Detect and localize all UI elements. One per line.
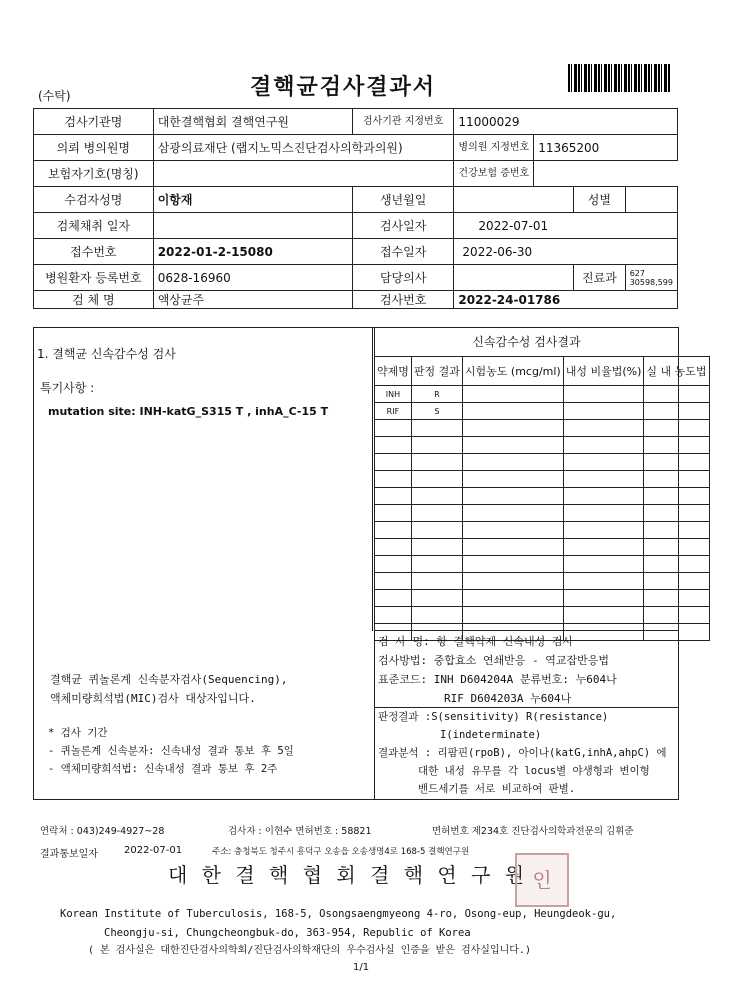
- results-cell: [411, 488, 462, 505]
- results-row: [375, 590, 710, 607]
- results-cell: [644, 539, 709, 556]
- results-header-cell: 실 내 농도법: [644, 357, 709, 386]
- contact-phone: 연락처 : 043)249-4927~28: [40, 826, 165, 837]
- results-cell: [563, 437, 644, 454]
- results-cell: [462, 573, 563, 590]
- address-en-line-2: Cheongju-si, Chungcheongbuk-do, 363-954, Republic of Korea: [104, 927, 471, 939]
- results-cell: [411, 590, 462, 607]
- client-code-label: 병의원 지정번호: [454, 135, 534, 161]
- remarks-label: 특기사항 :: [40, 381, 95, 395]
- results-cell: [411, 505, 462, 522]
- results-cell: [462, 403, 563, 420]
- results-cell: [462, 505, 563, 522]
- results-cell: [644, 386, 709, 403]
- results-cell: [563, 573, 644, 590]
- insurance-value: [153, 161, 454, 187]
- results-row: [375, 556, 710, 573]
- results-cell: [644, 607, 709, 624]
- specimen-value: 액상균주: [153, 291, 352, 309]
- client-label: 의뢰 병의원명: [34, 135, 154, 161]
- results-row: [375, 505, 710, 522]
- results-cell: [462, 437, 563, 454]
- results-row: [375, 488, 710, 505]
- official-seal: 인: [515, 853, 569, 907]
- dept-value-1: 627: [629, 268, 645, 278]
- results-cell: [375, 607, 412, 624]
- results-cell: S: [411, 403, 462, 420]
- results-cell: [462, 590, 563, 607]
- method-text: [378, 632, 617, 708]
- results-cell: [411, 437, 462, 454]
- method-line-4: RIF D604203A 누604나: [444, 692, 572, 705]
- results-cell: [644, 403, 709, 420]
- specimen-label: 검 체 명: [34, 291, 154, 309]
- results-cell: [375, 471, 412, 488]
- results-cell: [411, 420, 462, 437]
- receive-label: 접수일자: [352, 239, 454, 265]
- results-cell: [375, 539, 412, 556]
- sex-value: [625, 187, 677, 213]
- results-cell: [375, 556, 412, 573]
- page-title: 결핵균검사결과서: [250, 75, 437, 100]
- results-cell: [411, 573, 462, 590]
- results-cell: [644, 505, 709, 522]
- certification-note: ( 본 검사실은 대한진단검사의학회/진단검사의학재단의 우수검사실 인증을 받은 검사실입니다.): [88, 945, 531, 956]
- judgement-text: [378, 708, 667, 798]
- note-line-2: 액체미량희석법(MIC)검사 대상자입니다.: [50, 692, 256, 705]
- results-cell: [375, 420, 412, 437]
- lab-value: 대한결핵협회 결핵연구원: [153, 109, 352, 135]
- results-cell: [563, 471, 644, 488]
- results-cell: [375, 573, 412, 590]
- results-cell: [563, 454, 644, 471]
- patient-value: 이항재: [153, 187, 352, 213]
- examiner: 검사자 : 이현수 면허번호 : 58821: [228, 826, 372, 837]
- results-cell: [411, 522, 462, 539]
- results-cell: [462, 539, 563, 556]
- method-line-1: 검 사 명: 항 결핵약제 신속내성 검사: [378, 635, 574, 648]
- results-cell: [644, 454, 709, 471]
- receipt-mark: (수탁): [38, 89, 71, 103]
- results-cell: [644, 437, 709, 454]
- results-cell: [563, 403, 644, 420]
- accession-value: 2022-01-2-15080: [153, 239, 352, 265]
- client-code-value: 11365200: [534, 135, 678, 161]
- mutation-site: mutation site: INH-katG_S315 T , inhA_C-15 T: [48, 405, 329, 418]
- results-cell: [375, 522, 412, 539]
- results-header-cell: 내성 비율법(%): [563, 357, 644, 386]
- results-cell: [462, 607, 563, 624]
- hospital-reg-value: 0628-16960: [153, 265, 352, 291]
- period-line-1: - 퀴놀론계 신속분자: 신속내성 결과 통보 후 5일: [48, 745, 294, 757]
- results-header-cell: 시험농도 (mcg/ml): [462, 357, 563, 386]
- results-header-row: [375, 357, 710, 386]
- patient-info-table: [33, 108, 678, 309]
- results-cell: [563, 590, 644, 607]
- results-cell: [462, 488, 563, 505]
- results-row: [375, 539, 710, 556]
- results-title: 신속감수성 검사결과: [374, 327, 679, 357]
- insurance-label: 보험자기호(명칭): [34, 161, 154, 187]
- results-row: [375, 454, 710, 471]
- note-line-1: 결핵균 퀴놀론계 신속분자검사(Sequencing),: [50, 673, 288, 686]
- results-table: [374, 356, 710, 641]
- lab-code-value: 11000029: [454, 109, 678, 135]
- lab-code-label: 검사기관 지정번호: [352, 109, 454, 135]
- patient-label: 수검자성명: [34, 187, 154, 213]
- test-no-label: 검사번호: [352, 291, 454, 309]
- accession-label: 접수번호: [34, 239, 154, 265]
- test-date-label: 검사일자: [352, 213, 454, 239]
- results-cell: [563, 386, 644, 403]
- results-cell: [563, 556, 644, 573]
- results-cell: [644, 488, 709, 505]
- method-line-2: 검사방법: 중합효소 연쇄반응 - 역교잡반응법: [378, 654, 610, 667]
- method-line-7: 결과분석 : 리팜핀(rpoB), 아이나(katG,inhA,ahpC) 에: [378, 747, 667, 759]
- results-cell: [411, 556, 462, 573]
- method-line-6: I(indeterminate): [440, 729, 542, 741]
- results-cell: [644, 420, 709, 437]
- results-cell: R: [411, 386, 462, 403]
- hospital-reg-label: 병원환자 등록번호: [34, 265, 154, 291]
- results-row: [375, 573, 710, 590]
- method-line-5: 판정결과 :S(sensitivity) R(resistance): [378, 711, 609, 723]
- org-name: 대 한 결 핵 협 회 결 핵 연 구 원: [168, 863, 529, 887]
- results-cell: [644, 522, 709, 539]
- results-cell: [462, 556, 563, 573]
- followup-note: [50, 670, 287, 708]
- barcode: [568, 64, 670, 92]
- health-ins-value: [534, 161, 678, 187]
- dob-label: 생년월일: [352, 187, 454, 213]
- results-cell: [375, 454, 412, 471]
- results-cell: [375, 505, 412, 522]
- results-row: [375, 437, 710, 454]
- results-cell: [462, 386, 563, 403]
- doctor-value: [454, 265, 574, 291]
- collect-label: 검체채취 일자: [34, 213, 154, 239]
- test-date-value: 2022-07-01: [454, 213, 678, 239]
- results-header-cell: 판정 결과: [411, 357, 462, 386]
- sex-label: 성별: [574, 187, 626, 213]
- results-cell: [375, 488, 412, 505]
- results-cell: [462, 420, 563, 437]
- report-date: 2022-07-01: [124, 845, 183, 856]
- test-no-value: 2022-24-01786: [454, 291, 678, 309]
- health-ins-label: 건강보험 증번호: [454, 161, 534, 187]
- dept-value: [625, 265, 677, 291]
- address-kr: 주소: 충청북도 청주시 흥덕구 오송읍 오송생명4로 168-5 결핵연구원: [212, 847, 470, 857]
- results-cell: [411, 471, 462, 488]
- results-cell: [462, 471, 563, 488]
- results-row: [375, 420, 710, 437]
- results-cell: [462, 522, 563, 539]
- results-row: [375, 471, 710, 488]
- period-line-2: - 액체미량희석법: 신속내성 결과 통보 후 2주: [48, 763, 278, 775]
- results-cell: [563, 488, 644, 505]
- results-cell: [644, 573, 709, 590]
- column-divider: [372, 327, 373, 631]
- dept-value-2: 30598,599: [629, 277, 673, 287]
- results-cell: [411, 539, 462, 556]
- results-cell: [375, 437, 412, 454]
- method-line-3: 표준코드: INH D604204A 분류번호: 누604나: [378, 673, 617, 686]
- results-cell: RIF: [375, 403, 412, 420]
- results-row: [375, 386, 710, 403]
- collect-value: [153, 213, 352, 239]
- results-cell: [563, 607, 644, 624]
- results-row: [375, 403, 710, 420]
- results-row: [375, 607, 710, 624]
- results-cell: [411, 607, 462, 624]
- results-cell: [644, 590, 709, 607]
- director-license: 면허번호 제234호 진단검사의학과전문의 김휘준: [432, 826, 634, 837]
- results-cell: [563, 522, 644, 539]
- results-cell: [644, 556, 709, 573]
- results-header-cell: 약제명: [375, 357, 412, 386]
- period-title: * 검사 기간: [48, 727, 108, 739]
- receive-value: 2022-06-30: [454, 239, 678, 265]
- doctor-label: 담당의사: [352, 265, 454, 291]
- lab-label: 검사기관명: [34, 109, 154, 135]
- method-line-9: 밴드세기를 서로 비교하여 판별.: [418, 783, 576, 795]
- page-number: 1/1: [353, 962, 370, 973]
- results-row: [375, 522, 710, 539]
- section-title: 1. 결핵균 신속감수성 검사: [37, 347, 176, 361]
- test-period: [48, 724, 294, 778]
- dept-label: 진료과: [574, 265, 626, 291]
- report-date-label: 결과통보일자: [40, 849, 98, 860]
- address-en-line-1: Korean Institute of Tuberculosis, 168-5, Osongsaengmyeong 4-ro, Osong-eup, Heungdeok-gu,: [60, 908, 617, 920]
- results-cell: [563, 539, 644, 556]
- results-cell: [375, 590, 412, 607]
- results-cell: [462, 454, 563, 471]
- method-line-8: 대한 내성 유무를 각 locus별 야생형과 변이형: [418, 765, 650, 777]
- results-cell: INH: [375, 386, 412, 403]
- dob-value: [454, 187, 574, 213]
- address-en: [60, 905, 616, 943]
- results-cell: [411, 454, 462, 471]
- results-cell: [563, 420, 644, 437]
- client-value: 삼광의료재단 (랩지노믹스진단검사의학과의원): [153, 135, 454, 161]
- results-cell: [644, 471, 709, 488]
- results-cell: [563, 505, 644, 522]
